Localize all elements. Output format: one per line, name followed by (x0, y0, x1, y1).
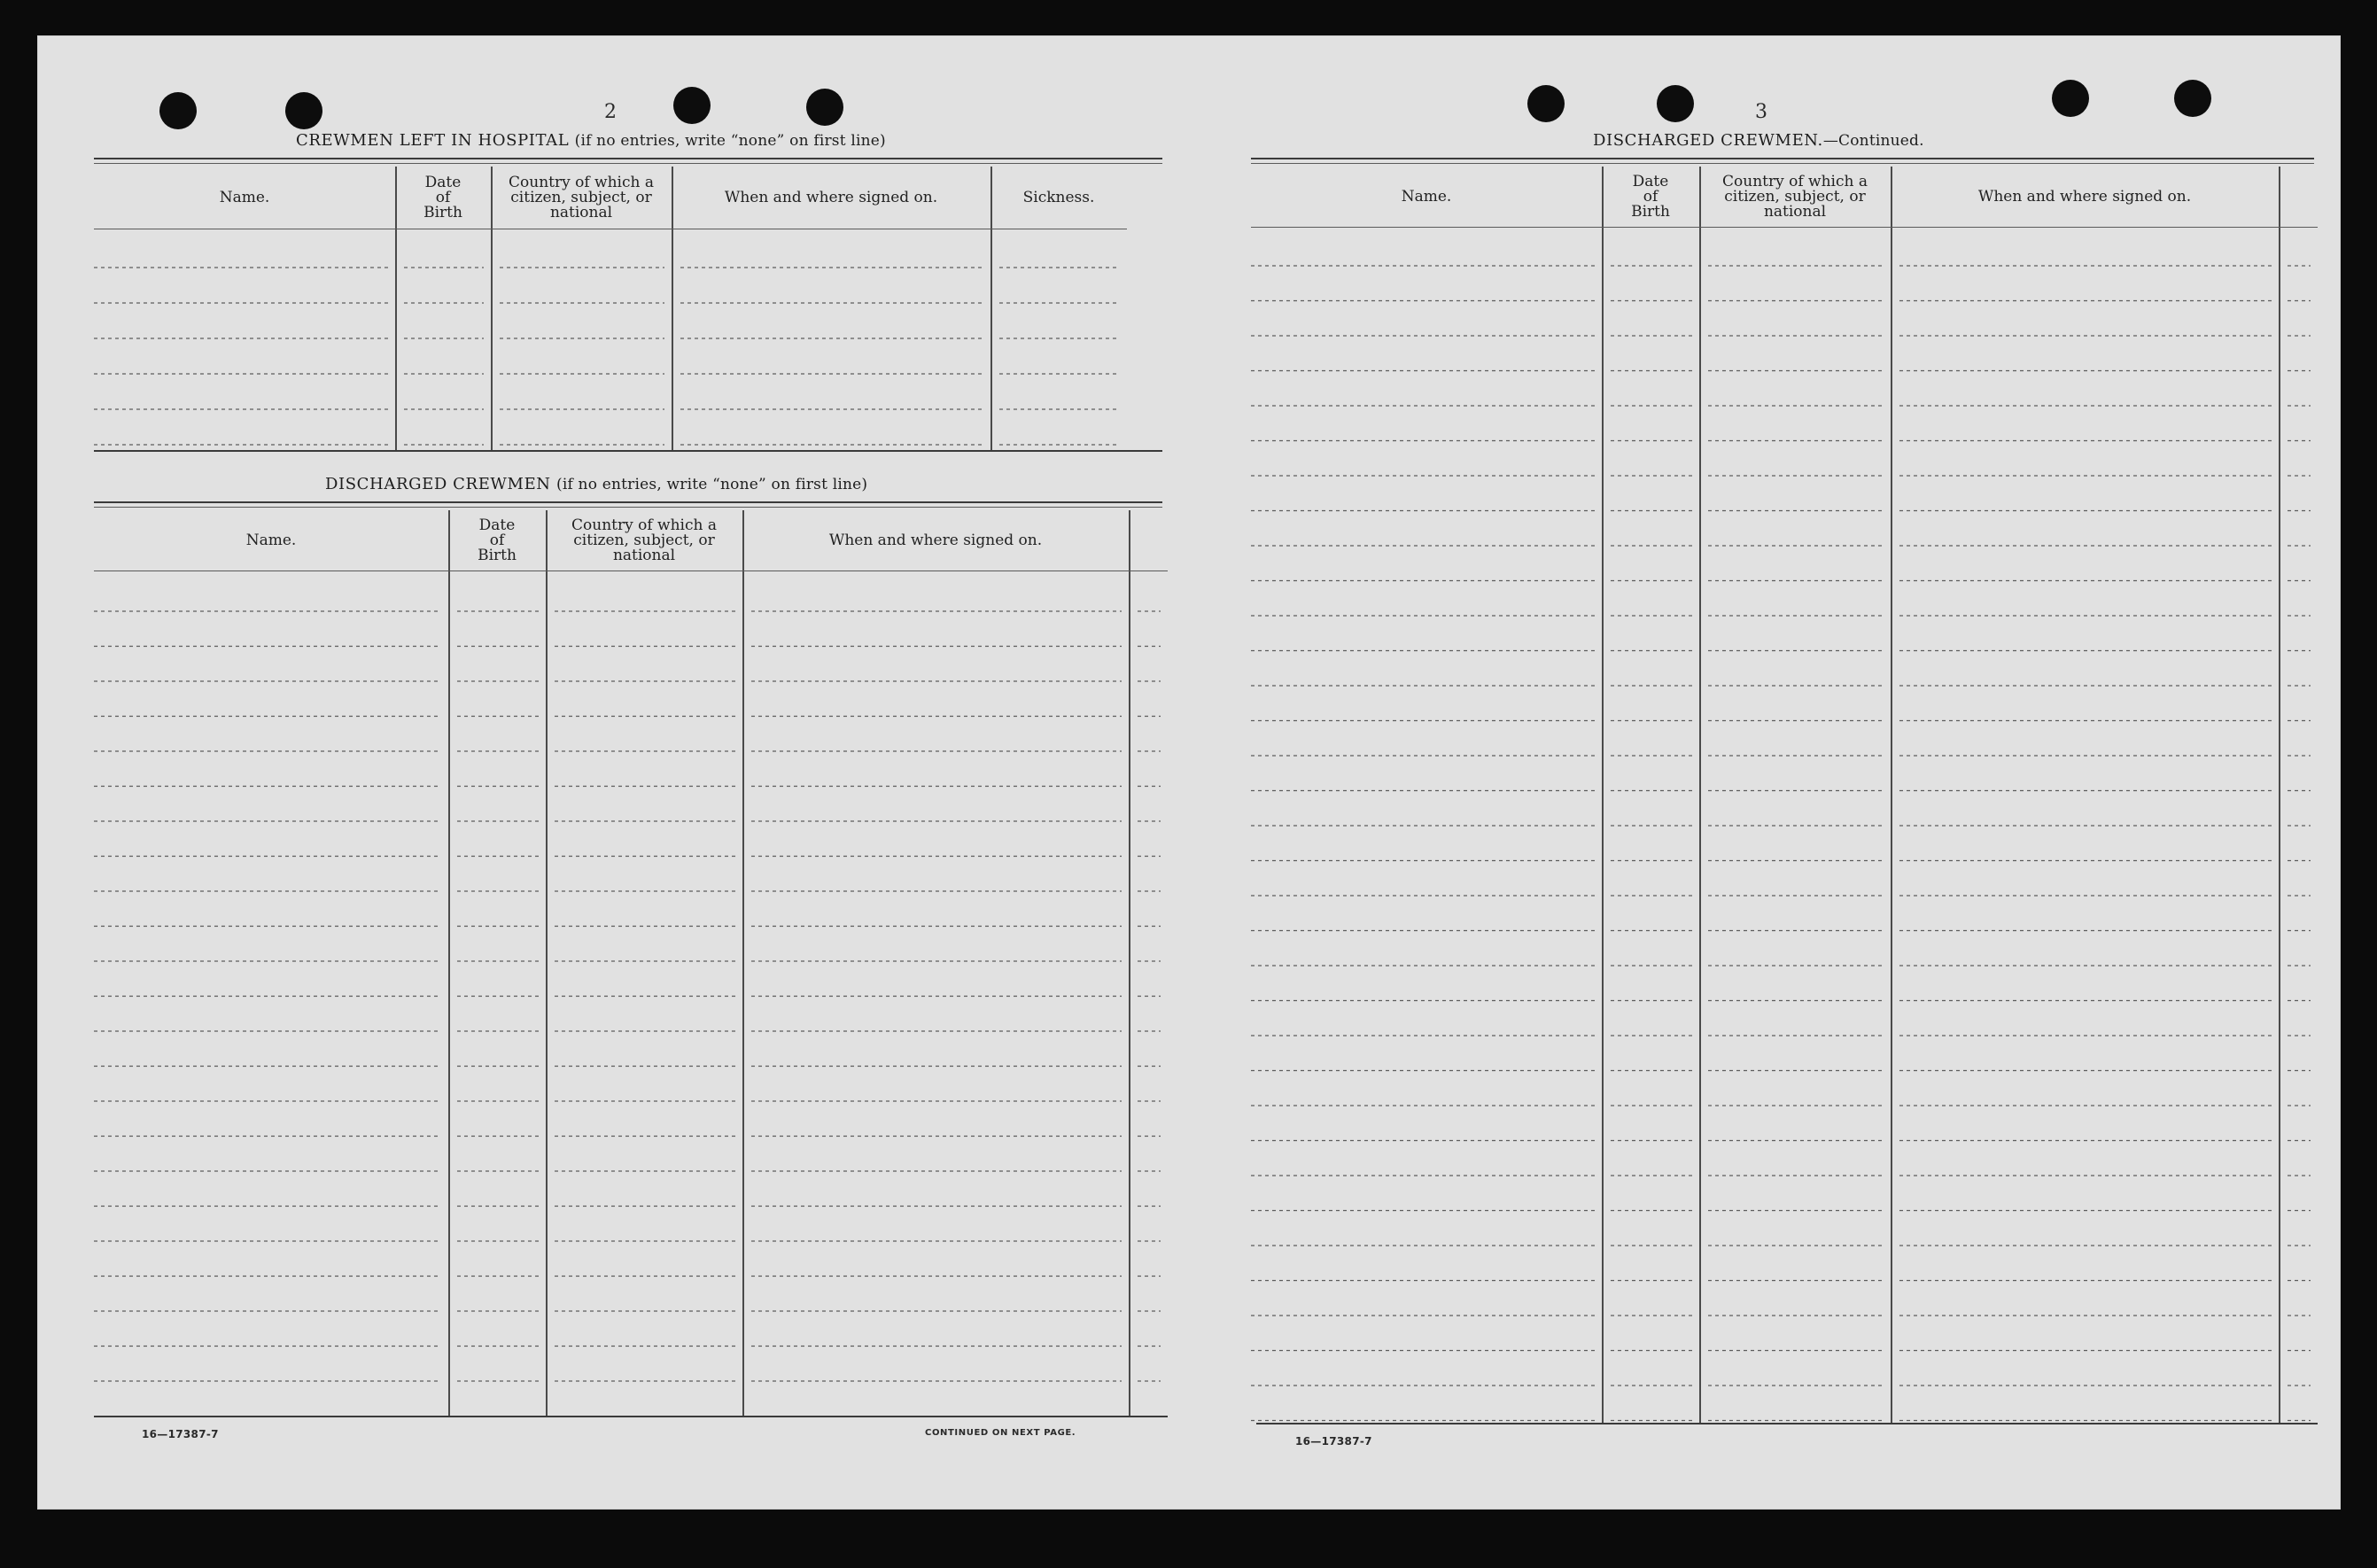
right-title-text: DISCHARGED CREWMEN. (1593, 131, 1823, 150)
hospital-top-rule (94, 158, 1162, 159)
column-header: Name. (1401, 187, 1452, 206)
right-top-rule-2 (1251, 163, 2314, 164)
column-header: Country of which a citizen, subject, or national (1722, 172, 1868, 221)
column-header: Country of which a citizen, subject, or national (571, 516, 717, 564)
column-header: Date of Birth (1631, 172, 1670, 221)
page-number-right: 3 (1755, 101, 1767, 123)
hospital-section-title (296, 131, 886, 150)
discharged-section-title (325, 475, 867, 493)
punch-hole (1527, 85, 1565, 122)
discharged-title-note: (if no entries, write “none” on first line) (555, 476, 868, 493)
right-section-title (1593, 131, 1924, 150)
discharged-top-rule-2 (94, 507, 1162, 508)
form-number-left: 16—17387-7 (142, 1428, 219, 1440)
hospital-title-note: (if no entries, write “none” on first line) (574, 132, 886, 150)
page-number-left: 2 (604, 101, 617, 123)
punch-hole (2174, 80, 2211, 117)
column-header: Sickness. (1022, 188, 1095, 206)
discharged-top-rule (94, 501, 1162, 503)
column-header: Name. (219, 188, 270, 206)
left-bottom-rule (94, 1416, 1168, 1417)
form-number-right: 16—17387-7 (1295, 1435, 1372, 1448)
column-header: Date of Birth (478, 516, 517, 564)
entry-lines (94, 229, 1127, 450)
entry-lines (94, 571, 1168, 1416)
entry-lines (1251, 227, 2318, 1423)
hospital-top-rule-2 (94, 163, 1162, 164)
scanned-form-paper (37, 35, 2341, 1510)
hospital-title-text: CREWMEN LEFT IN HOSPITAL (296, 131, 570, 150)
column-header: When and where signed on. (724, 188, 938, 206)
punch-hole (285, 92, 322, 129)
punch-hole (806, 89, 843, 126)
punch-hole (159, 92, 197, 129)
continued-note: CONTINUED ON NEXT PAGE. (925, 1428, 1076, 1438)
discharged-title-text: DISCHARGED CREWMEN (325, 475, 551, 493)
column-header: When and where signed on. (828, 531, 1043, 549)
punch-hole (2052, 80, 2089, 117)
right-bottom-rule (1256, 1423, 2318, 1424)
hospital-bottom-rule (94, 450, 1162, 452)
column-header: Date of Birth (423, 173, 462, 221)
punch-hole (673, 87, 711, 124)
punch-hole (1657, 85, 1694, 122)
right-top-rule (1251, 158, 2314, 159)
column-header: When and where signed on. (1977, 187, 2192, 206)
column-header: Country of which a citizen, subject, or national (509, 173, 654, 221)
right-title-suffix: —Continued. (1822, 132, 1924, 150)
column-header: Name. (245, 531, 297, 549)
